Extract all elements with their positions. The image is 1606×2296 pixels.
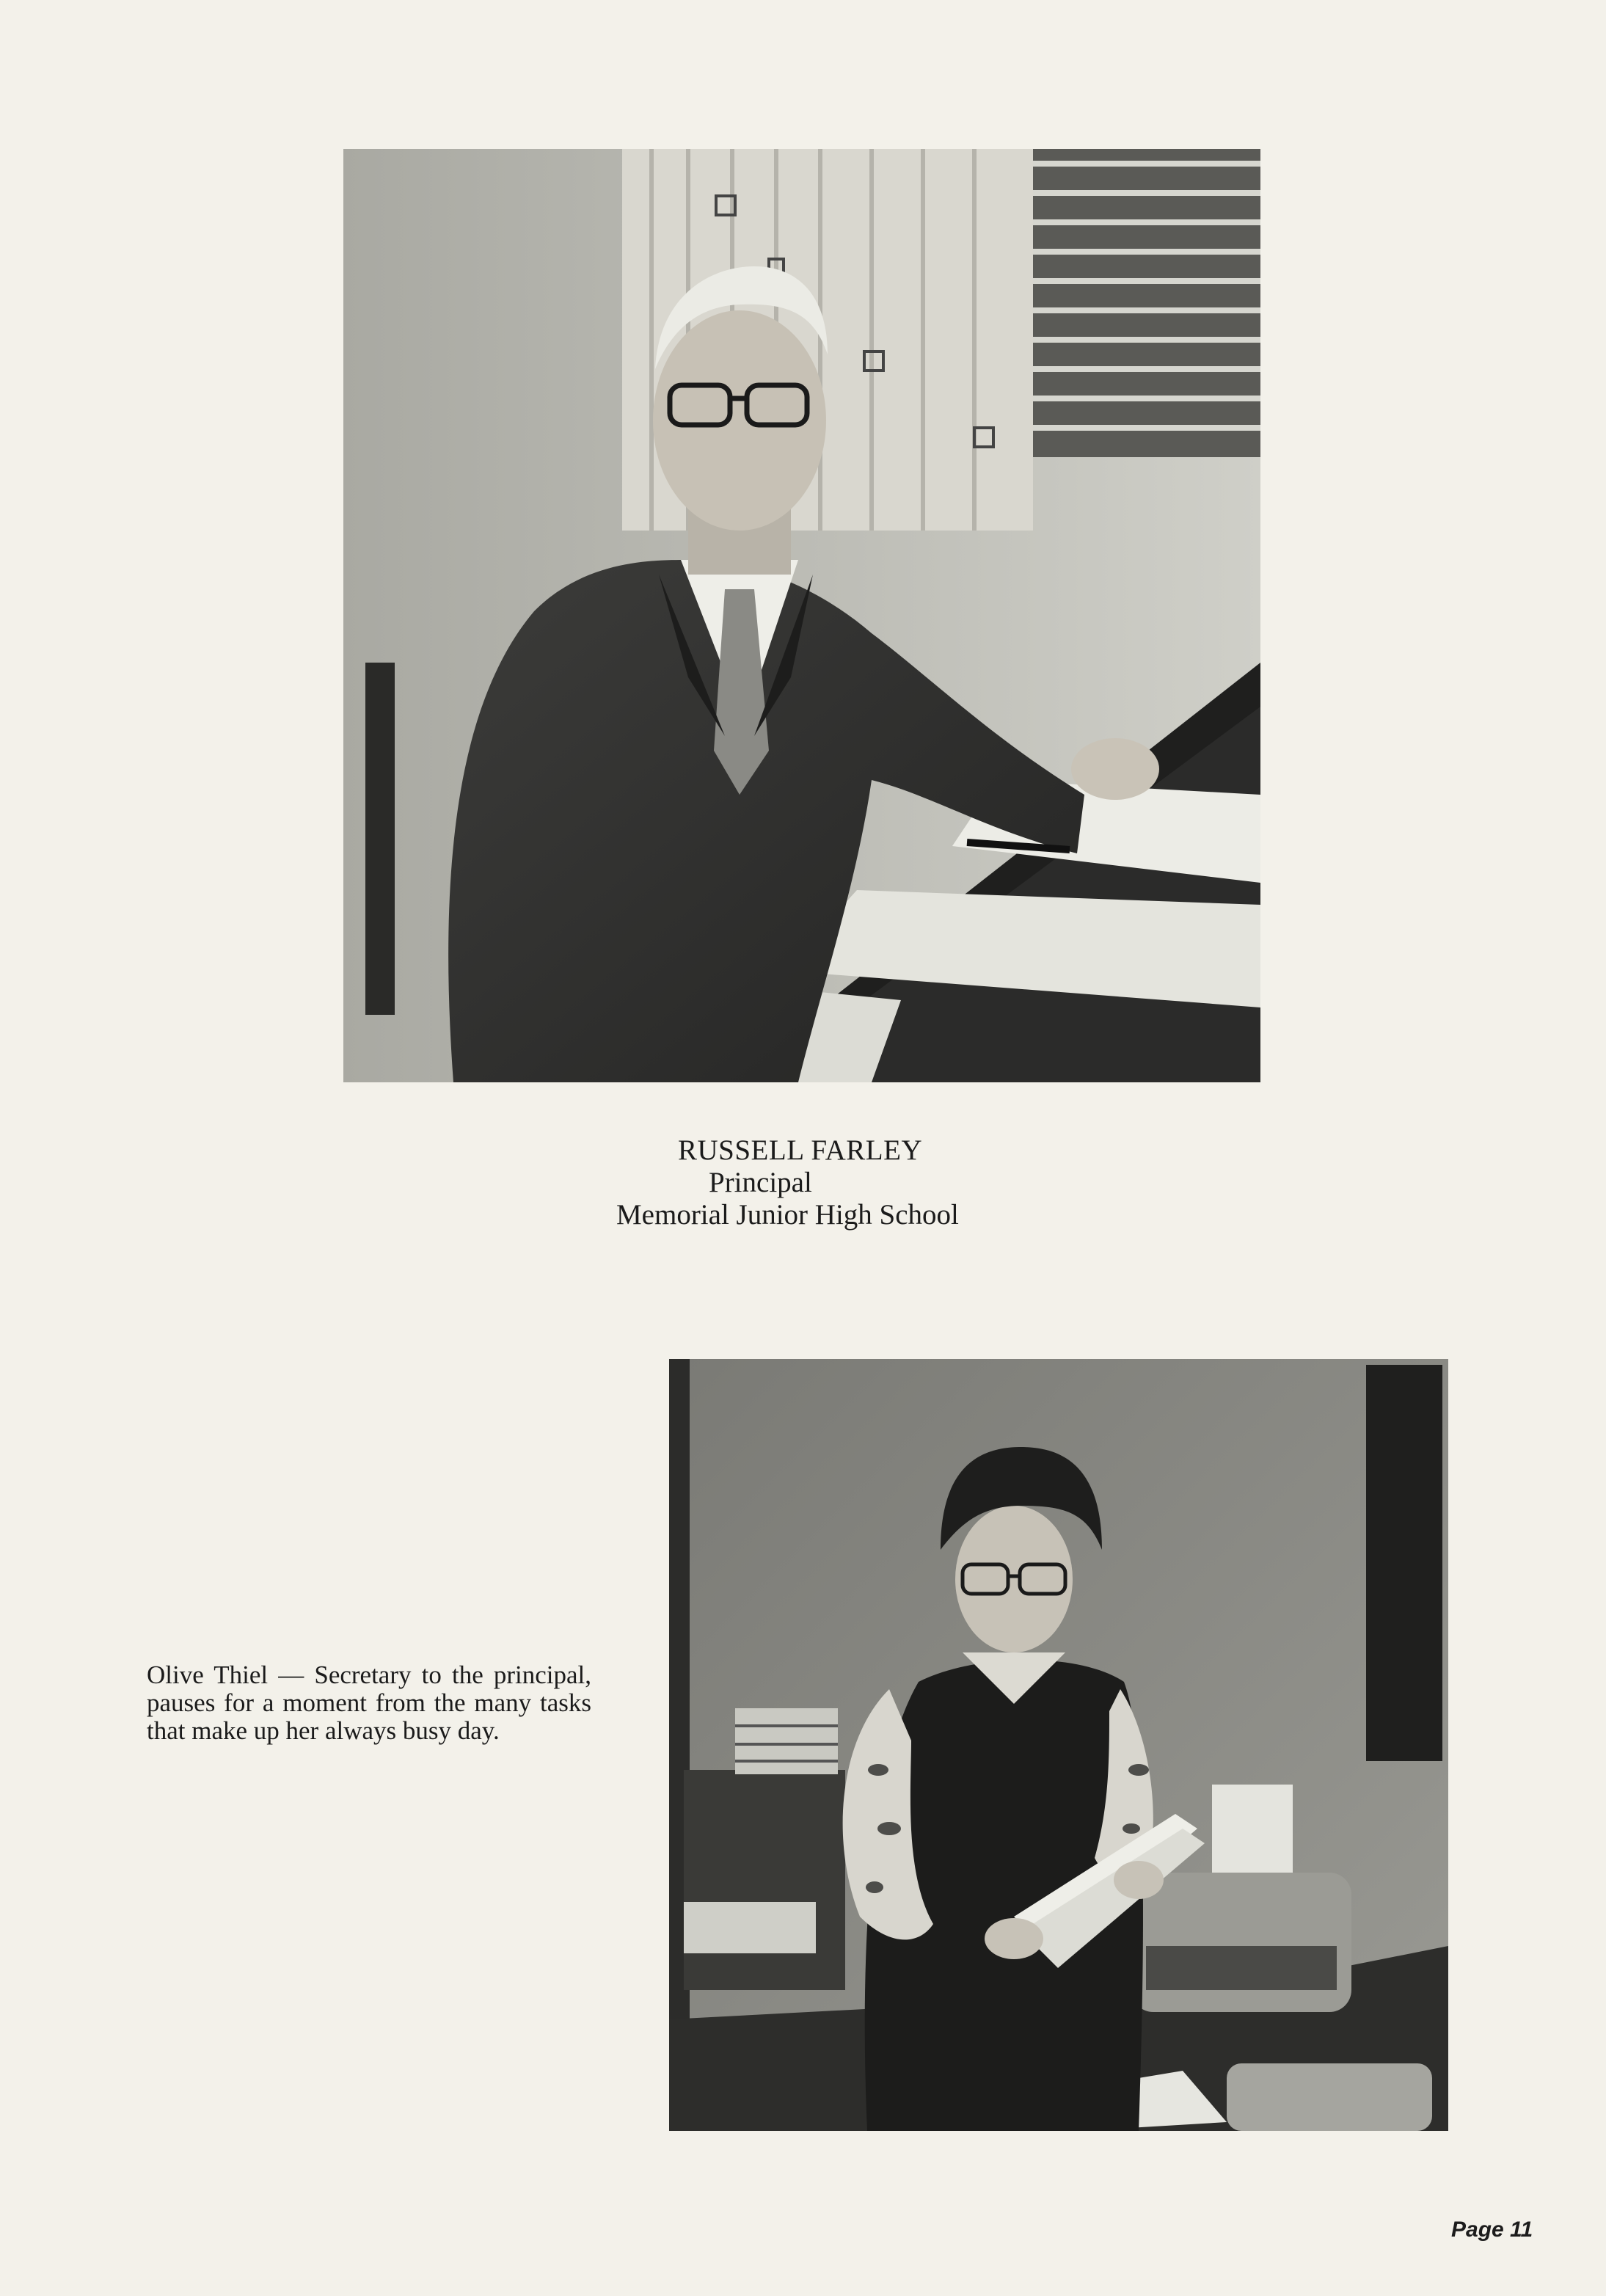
page-number: Page 11	[1451, 2217, 1533, 2242]
principal-name: RUSSELL FARLEY	[678, 1134, 923, 1166]
principal-photo	[343, 149, 1260, 1082]
principal-school: Memorial Junior High School	[616, 1199, 959, 1231]
secretary-caption: Olive Thiel — Secretary to the principal, pauses for a moment from the many tasks that make up her always busy day.	[147, 1661, 591, 1745]
principal-title: Principal	[709, 1167, 812, 1198]
secretary-photo	[669, 1359, 1448, 2131]
